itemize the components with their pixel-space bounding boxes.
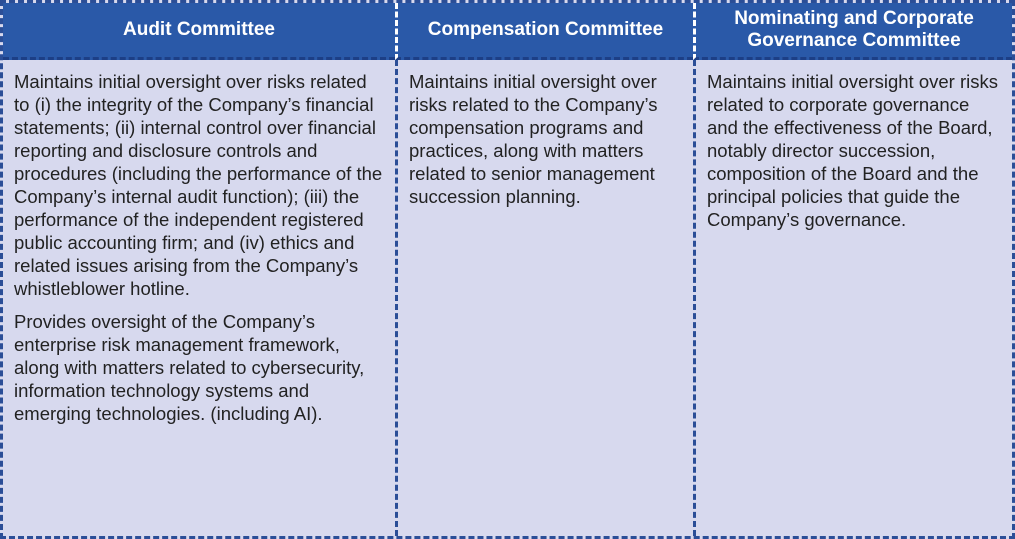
nominating-governance-committee-paragraph-1: Maintains initial oversight over risks related to corporate governance and the effectiveness of the Board, notably director succession, composition of the Board and the principal policies that guide the Company’s governance.: [707, 71, 998, 230]
audit-committee-paragraph-2: Provides oversight of the Company’s enterprise risk management framework, along with matters related to cybersecurity, information technology systems and emerging technologies. (including AI).: [14, 311, 365, 424]
audit-committee-paragraph-1: Maintains initial oversight over risks related to (i) the integrity of the Company’s financial statements; (ii) internal control over financial reporting and disclosure controls and procedures (including the performance of the Company’s internal audit function); (iii) the performance of the independent registered public accounting firm; and (iv) ethics and related issues arising from the Company’s whistleblower hotline.: [14, 71, 383, 299]
compensation-committee-cell: [395, 60, 693, 536]
audit-committee-header: Audit Committee: [3, 3, 395, 60]
compensation-committee-header: Compensation Committee: [395, 3, 693, 60]
compensation-committee-paragraph-1: Maintains initial oversight over risks related to the Company’s compensation programs and practices, along with matters related to senior management succession planning.: [409, 71, 658, 207]
nominating-governance-committee-header: Nominating and Corporate Governance Committee: [693, 3, 1012, 60]
audit-committee-cell: [3, 60, 395, 536]
nominating-governance-committee-cell: [693, 60, 1012, 536]
